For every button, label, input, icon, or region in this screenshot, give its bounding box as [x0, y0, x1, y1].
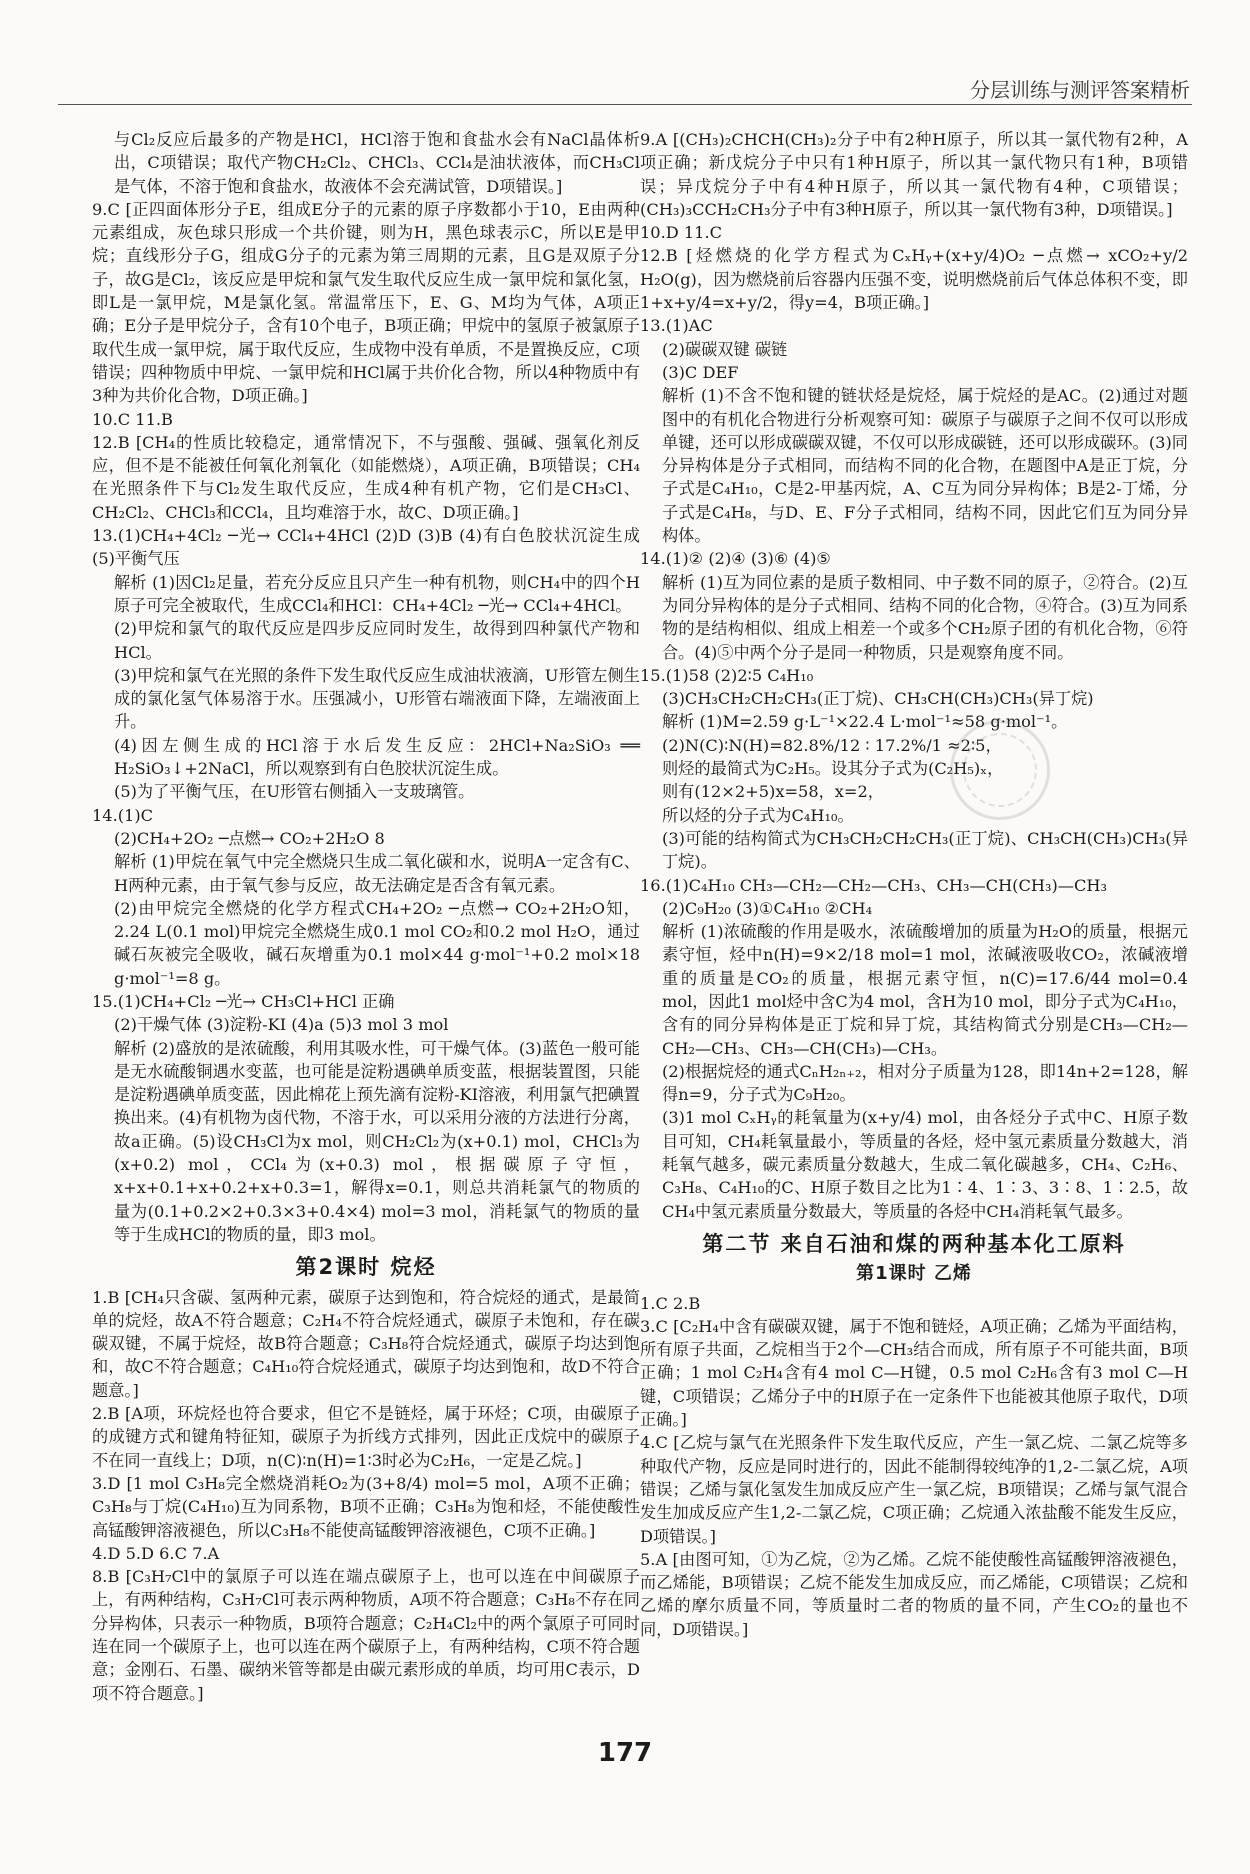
answer-paragraph: (3)C DEF [662, 362, 739, 382]
answer-paragraph: 解析 (1)因Cl₂足量，若充分反应且只产生一种有机物，则CH₄中的四个H原子可完全被取代，生成CCl₄和HCl：CH₄+4Cl₂ ─光→ CCl₄+4HCl。 [114, 572, 640, 615]
answer-paragraph: (3)可能的结构简式为CH₃CH₂CH₂CH₃(正丁烷)、CH₃CH(CH₃)CH₃(异丁烷)。 [662, 828, 1188, 872]
answer-paragraph: 解析 (1)不含不饱和键的链状烃是烷烃，属于烷烃的是AC。(2)通过对题图中的有机化合物进行分析观察可知：碳原子与碳原子之间不仅可以形成单键，还可以形成碳碳双键，不仅可以形成碳链，还可以形成碳环。(3)同分异构体是分子式相同，而结构不同的化合物，在题图中A是正丁烷，分子式是C₄H₁₀，C是2-甲基丙烷，A、C互为同分异构体；B是2-丁烯，分子式是C₄H₈，与D、E、F分子式相同，结构不同，因此它们互为同分异构体。 [662, 386, 1188, 546]
answer-paragraph: (4)因左侧生成的HCl溶于水后发生反应：2HCl+Na₂SiO₃ ══ H₂SiO₃↓+2NaCl，所以观察到有白色胶状沉淀生成。 [114, 735, 640, 779]
answer-item: 1.C 2.B [640, 1293, 701, 1313]
section-heading: 第2课时 烷烃 [295, 1255, 437, 1280]
answer-paragraph: (3)甲烷和氯气在光照的条件下发生取代反应生成油状液滴，U形管左侧生成的氯化氢气体易溶于水。压强减小，U形管右端液面下降，左端液面上升。 [114, 665, 640, 732]
answer-paragraph: 解析 (2)盛放的是浓硫酸，利用其吸水性，可干燥气体。(3)蓝色一般可能是无水硫酸铜遇水变蓝，也可能是淀粉遇碘单质变蓝，根据装置图，只能是淀粉遇碘单质变蓝，因此棉花上预先滴有淀粉-KI溶液，利用氯气把碘置换出来。(4)有机物为卤代物，不溶于水，可以采用分液的方法进行分离，故a正确。(5)设CH₃Cl为x mol，则CH₂Cl₂为(x+0.1) mol，CHCl₃为(x+0.2) mol，CCl₄为(x+0.3) mol，根据碳原子守恒，x+x+0.1+x+0.2+x+0.3=1，解得x=0.1，则总共消耗氯气的物质的量为(0.1+0.2×2+0.3×3+0.4×4) mol=3 mol，消耗氯气的物质的量等于生成HCl的物质的量，即3 mol。 [114, 1038, 640, 1244]
answer-item: 3.D [1 mol C₃H₈完全燃烧消耗O₂为(3+8/4) mol=5 mol，A项不正确；C₃H₈与丁烷(C₄H₁₀)互为同系物，B项不正确；C₃H₈为饱和烃，不能使酸性高锰酸钾溶液褪色，所以C₃H₈不能使高锰酸钾溶液褪色，C项不正确。] [92, 1473, 640, 1540]
right-column [640, 128, 1188, 1641]
answer-paragraph: (3)1 mol CₓHᵧ的耗氧量为(x+y/4) mol，由各烃分子式中C、H原子数目可知，CH₄耗氧量最小，等质量的各烃，烃中氢元素质量分数越大，消耗氧气越多，碳元素质量分数越大，生成二氧化碳越多，CH₄、C₂H₆、C₃H₈、C₄H₁₀的C、H原子数目之比为1∶4、1∶3、3∶8、1∶2.5，故CH₄中氢元素质量分数最大，等质量的各烃中CH₄消耗氧气最多。 [662, 1108, 1188, 1221]
header-rule [58, 104, 1192, 105]
answer-paragraph: 解析 (1)甲烷在氧气中完全燃烧只生成二氧化碳和水，说明A一定含有C、H两种元素，由于氧气参与反应，故无法确定是否含有氧元素。 [114, 852, 640, 895]
answer-paragraph: 则烃的最简式为C₂H₅。设其分子式为(C₂H₅)ₓ， [662, 759, 1004, 779]
section-heading: 第二节 来自石油和煤的两种基本化工原料 [702, 1231, 1126, 1256]
answer-item: 12.B [烃燃烧的化学方程式为CₓHᵧ+(x+y/4)O₂ ─点燃→ xCO₂+y/2 H₂O(g)，因为燃烧前后容器内压强不变，说明燃烧前后气体总体积不变，即1+x+y/4=x+y/2，得y=4，B项正确。] [640, 246, 1188, 313]
answer-item: 8.B [C₃H₇Cl中的氯原子可以连在端点碳原子上，也可以连在中间碳原子上，有两种结构，C₃H₇Cl可表示两种物质，A项不符合题意；C₃H₈不存在同分异构体，只表示一种物质，B项符合题意；C₂H₄Cl₂中的两个氯原子可同时连在同一个碳原子上，也可以连在两个碳原子上，有两种结构，C项不符合题意；金刚石、石墨、碳纳米管等都是由碳元素形成的单质，均可用C表示，D项不符合题意。] [92, 1567, 640, 1703]
answer-paragraph: 解析 (1)互为同位素的是质子数相同、中子数不同的原子，②符合。(2)互为同分异构体的是分子式相同、结构不同的化合物，④符合。(3)互为同系物的是结构相似、组成上相差一个或多个CH₂原子团的有机化合物，⑥符合。(4)⑤中两个分子是同一种物质，只是观察角度不同。 [662, 572, 1188, 662]
answer-item: 12.B [CH₄的性质比较稳定，通常情况下，不与强酸、强碱、强氧化剂反应，但不是不能被任何氧化剂氧化（如能燃烧），A项正确，B项错误；CH₄在光照条件下与Cl₂发生取代反应，生成4种有机产物，它们是CH₃Cl、CH₂Cl₂、CHCl₃和CCl₄，且均难溶于水，故C、D项正确。] [92, 432, 640, 522]
answer-paragraph: 解析 (1)浓硫酸的作用是吸水，浓硫酸增加的质量为H₂O的质量，根据元素守恒，烃中n(H)=9×2/18 mol=1 mol，浓碱液吸收CO₂，浓碱液增重的质量是CO₂的质量，根据元素守恒，n(C)=17.6/44 mol=0.4 mol，因此1 mol烃中含C为4 mol，含H为10 mol，即分子式为C₄H₁₀，含有的同分异构体是正丁烷和异丁烷，其结构简式分别是CH₃—CH₂—CH₂—CH₃、CH₃—CH(CH₃)—CH₃。 [662, 922, 1188, 1058]
answer-paragraph: 所以烃的分子式为C₄H₁₀。 [662, 805, 854, 825]
lesson-heading: 第1课时 乙烯 [856, 1263, 972, 1285]
answer-item: 9.C [正四面体形分子E，组成E分子的元素的原子序数都小于10，E由两种元素组成，灰色球只形成一个共价键，则为H，黑色球表示C，所以E是甲烷；直线形分子G，组成G分子的元素为第三周期的元素，且G是双原子分子，故G是Cl₂，该反应是甲烷和氯气发生取代反应生成一氯甲烷和氯化氢，即L是一氯甲烷，M是氯化氢。常温常压下，E、G、M均为气体，A项正确；E分子是甲烷分子，含有10个电子，B项正确；甲烷中的氢原子被氯原子取代生成一氯甲烷，属于取代反应，生成物中没有单质，不是置换反应，C项错误；四种物质中甲烷、一氯甲烷和HCl属于共价化合物，所以4种物质中有3种为共价化合物，D项正确。] [92, 199, 640, 406]
answer-item: 2.B [A项，环烷烃也符合要求，但它不是链烃，属于环烃；C项，由碳原子的成键方式和键角特征知，碳原子为折线方式排列，因此正戊烷中的碳原子不在同一直线上；D项，n(C)∶n(H)=1∶3时必为C₂H₆，一定是乙烷。] [92, 1404, 640, 1470]
answer-item: 9.A [(CH₃)₂CHCH(CH₃)₂分子中有2种H原子，所以其一氯代物有2种，A项正确；新戊烷分子中只有1种H原子，所以其一氯代物只有1种，B项错误；异戊烷分子中有4种H原子，所以其一氯代物有4种，C项错误；(CH₃)₃CCH₂CH₃分子中有3种H原子，所以其一氯代物有3种，D项错误。] [640, 130, 1188, 219]
answer-item: 4.C [乙烷与氯气在光照条件下发生取代反应，产生一氯乙烷、二氯乙烷等多种取代产物，反应是同时进行的，因此不能制得较纯净的1,2-二氯乙烷，A项错误；乙烯与氯化氢发生加成反应产生一氯乙烷，B项错误；乙烯与氯气混合发生加成反应产生1,2-二氯乙烷，C项正确；乙烷通入浓盐酸不能发生反应，D项错误。] [640, 1433, 1188, 1546]
answer-paragraph: (2)N(C)∶N(H)=82.8%/12 ∶ 17.2%/1 ≈2∶5， [662, 735, 1002, 755]
answer-paragraph: 则有(12×2+5)x=58，x=2， [662, 782, 884, 802]
answer-item: 4.D 5.D 6.C 7.A [92, 1543, 220, 1563]
answer-item: 14.(1)C [92, 805, 154, 825]
page-number: 177 [597, 1738, 653, 1768]
answer-paragraph: (5)为了平衡气压，在U形管右侧插入一支玻璃管。 [114, 782, 475, 802]
answer-item: 1.B [CH₄只含碳、氢两种元素，碳原子达到饱和，符合烷烃的通式，是最简单的烷烃，故A不符合题意；C₂H₄不符合烷烃通式，碳原子未饱和，存在碳碳双键，不属于烷烃，故B符合题意；C₃H₈符合烷烃通式，碳原子均达到饱和，故C不符合题意；C₄H₁₀符合烷烃通式，碳原子均达到饱和，故D不符合题意。] [92, 1287, 640, 1400]
answer-item: 13.(1)AC [640, 316, 713, 336]
answer-paragraph: (2)根据烷烃的通式CₙH₂ₙ₊₂，相对分子质量为128，即14n+2=128，解得n=9，分子式为C₉H₂₀。 [662, 1061, 1188, 1105]
running-header: 分层训练与测评答案精析 [970, 78, 1190, 102]
answer-paragraph: (2)由甲烷完全燃烧的化学方程式CH₄+2O₂ ─点燃→ CO₂+2H₂O知，2.24 L(0.1 mol)甲烷完全燃烧生成0.1 mol CO₂和0.2 mol H₂O，通过碱石灰被完全吸收，碱石灰增重为0.1 mol×44 g·mol⁻¹+0.2 mol×18 g·mol⁻¹=8 g。 [114, 898, 640, 988]
answer-item: 3.C [C₂H₄中含有碳碳双键，属于不饱和链烃，A项正确；乙烯为平面结构，所有原子共面，乙烷相当于2个—CH₃结合而成，所有原子不可能共面，B项正确；1 mol C₂H₄含有4 mol C—H键，0.5 mol C₂H₆含有3 mol C—H键，C项错误；乙烯分子中的H原子在一定条件下也能被其他原子取代，D项正确。] [640, 1316, 1188, 1430]
left-column [92, 128, 640, 1705]
answer-item: 13.(1)CH₄+4Cl₂ ─光→ CCl₄+4HCl (2)D (3)B (4)有白色胶状沉淀生成 (5)平衡气压 [92, 526, 640, 569]
answer-paragraph: (2)干燥气体 (3)淀粉-KI (4)a (5)3 mol 3 mol [114, 1015, 449, 1035]
answer-item: 5.A [由图可知，①为乙烷，②为乙烯。乙烷不能使酸性高锰酸钾溶液褪色，而乙烯能，B项错误；乙烷不能发生加成反应，而乙烯能，C项错误；乙烷和乙烯的摩尔质量不同，等质量时二者的物质的量不同，产生CO₂的量也不同，D项错误。] [640, 1549, 1188, 1639]
answer-item: 10.D 11.C [640, 223, 722, 243]
answer-paragraph: 解析 (1)M=2.59 g·L⁻¹×22.4 L·mol⁻¹≈58 g·mol⁻¹。 [662, 712, 1068, 732]
answer-paragraph: (2)碳碳双键 碳链 [662, 339, 788, 359]
answer-paragraph: (3)CH₃CH₂CH₂CH₃(正丁烷)、CH₃CH(CH₃)CH₃(异丁烷) [662, 689, 1094, 709]
answer-item: 15.(1)58 (2)2∶5 C₄H₁₀ [640, 665, 814, 685]
answer-paragraph: (2)CH₄+2O₂ ─点燃→ CO₂+2H₂O 8 [114, 828, 385, 848]
answer-paragraph: (2)甲烷和氯气的取代反应是四步反应同时发生，故得到四种氯代产物和HCl。 [114, 619, 640, 662]
answer-item: 15.(1)CH₄+Cl₂ ─光→ CH₃Cl+HCl 正确 [92, 991, 395, 1011]
answer-item: 16.(1)C₄H₁₀ CH₃—CH₂—CH₂—CH₃、CH₃—CH(CH₃)—CH₃ [640, 875, 1107, 895]
answer-item: 10.C 11.B [92, 409, 173, 429]
answer-paragraph: (2)C₉H₂₀ (3)①C₄H₁₀ ②CH₄ [662, 898, 873, 918]
answer-paragraph: 与Cl₂反应后最多的产物是HCl，HCl溶于饱和食盐水会有NaCl晶体析出，C项错误；取代产物CH₂Cl₂、CHCl₃、CCl₄是油状液体，而CH₃Cl是气体，不溶于饱和食盐水，故液体不会充满试管，D项错误。] [114, 130, 640, 196]
answer-item: 14.(1)② (2)④ (3)⑥ (4)⑤ [640, 549, 831, 569]
